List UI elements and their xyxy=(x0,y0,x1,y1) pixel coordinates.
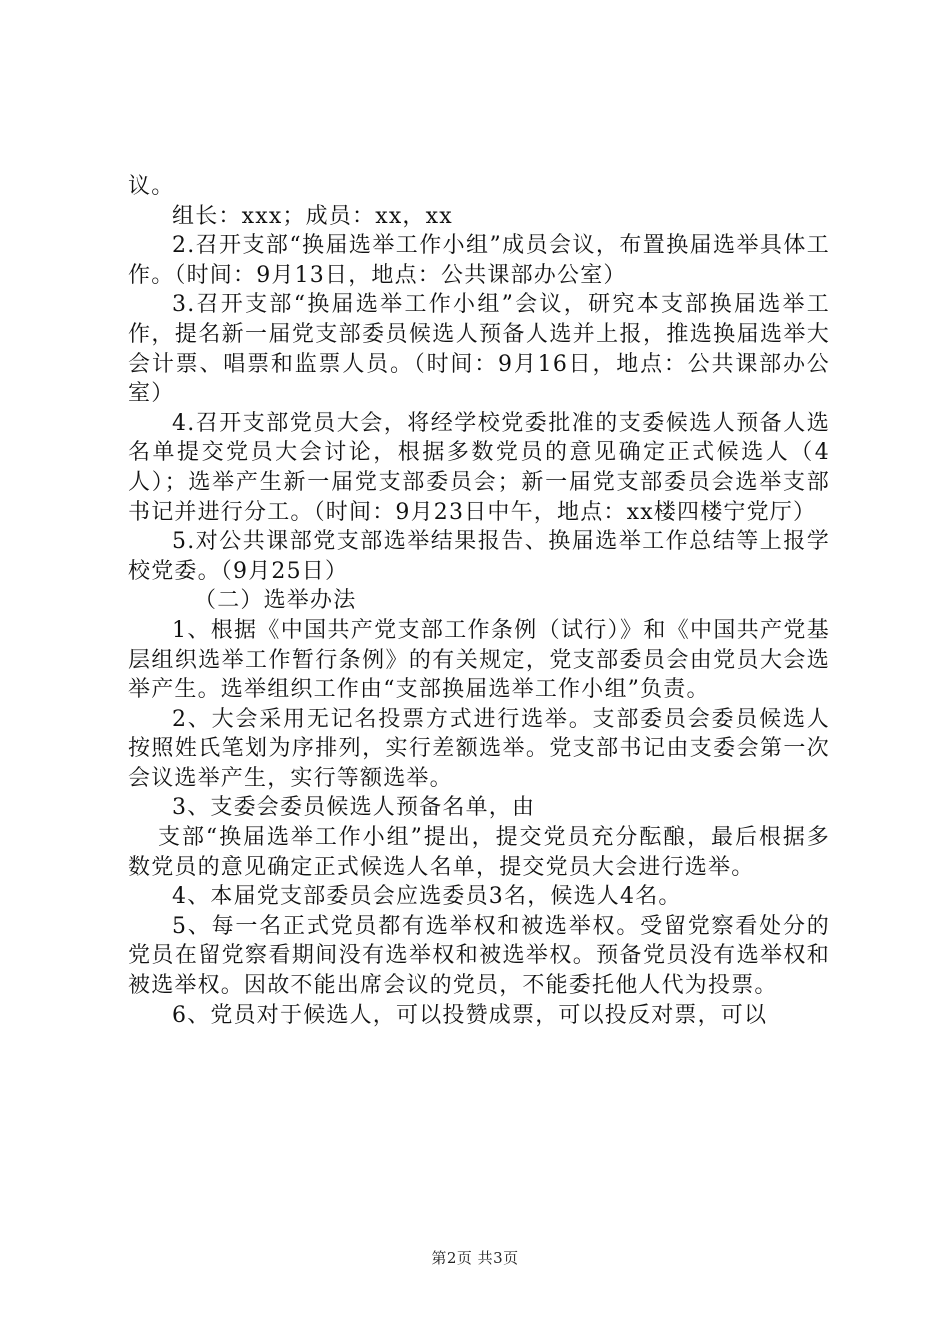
paragraph-method-4: 4、本届党支部委员会应选委员3名，候选人4名。 xyxy=(172,884,682,910)
paragraph-item-3: 3.召开支部“换届选举工作小组”会议，研究本支部换届选举工作，提名新一届党支部委员候选人预备人选并上报，推选换届选举大会计票、唱票和监票人员。（时间：9月16日，地点：公共课部办公室） xyxy=(128,292,830,407)
paragraph-continuation: 议。 xyxy=(128,174,175,199)
paragraph-method-2: 2、大会采用无记名投票方式进行选举。支部委员会委员候选人按照姓氏笔划为序排列，实行差额选举。党支部书记由支委会第一次会议选举产生，实行等额选举。 xyxy=(128,706,830,791)
paragraph-item-2: 2.召开支部“换届选举工作小组”成员会议，布置换届选举具体工作。（时间：9月13日，地点：公共课部办公室） xyxy=(128,233,830,288)
page-number: 第2页 共3页 xyxy=(431,1249,519,1267)
section-heading-election-method: （二）选举办法 xyxy=(194,588,357,614)
paragraph-group-members: 组长：xxx；成员：xx，xx xyxy=(172,203,453,229)
paragraph-item-5: 5.对公共课部党支部选举结果报告、换届选举工作总结等上报学校党委。（9月25日） xyxy=(128,529,830,584)
document-body xyxy=(128,172,830,1030)
paragraph-item-4: 4.召开支部党员大会，将经学校党委批准的支委候选人预备人选名单提交党员大会讨论，根据多数党员的意见确定正式候选人（4人）；选举产生新一届党支部委员会；新一届党支部委员会选举支部书记并进行分工。（时间：9月23日中午，地点：xx楼四楼宁党厅） xyxy=(128,410,830,525)
paragraph-method-1: 1、根据《中国共产党支部工作条例（试行）》和《中国共产党基层组织选举工作暂行条例》的有关规定，党支部委员会由党员大会选举产生。选举组织工作由“支部换届选举工作小组”负责。 xyxy=(128,617,830,703)
paragraph-method-5: 5、每一名正式党员都有选举权和被选举权。受留党察看处分的党员在留党察看期间没有选举权和被选举权。预备党员没有选举权和被选举权。因故不能出席会议的党员，不能委托他人代为投票。 xyxy=(128,913,830,999)
page-footer xyxy=(0,1247,950,1268)
paragraph-method-6: 6、党员对于候选人，可以投赞成票，可以投反对票，可以 xyxy=(172,1002,768,1028)
paragraph-method-3: 3、支委会委员候选人预备名单，由 xyxy=(172,795,536,821)
paragraph-method-3-continued: 支部“换届选举工作小组”提出，提交党员充分酝酿，最后根据多数党员的意见确定正式候选人名单，提交党员大会进行选举。 xyxy=(128,825,830,880)
